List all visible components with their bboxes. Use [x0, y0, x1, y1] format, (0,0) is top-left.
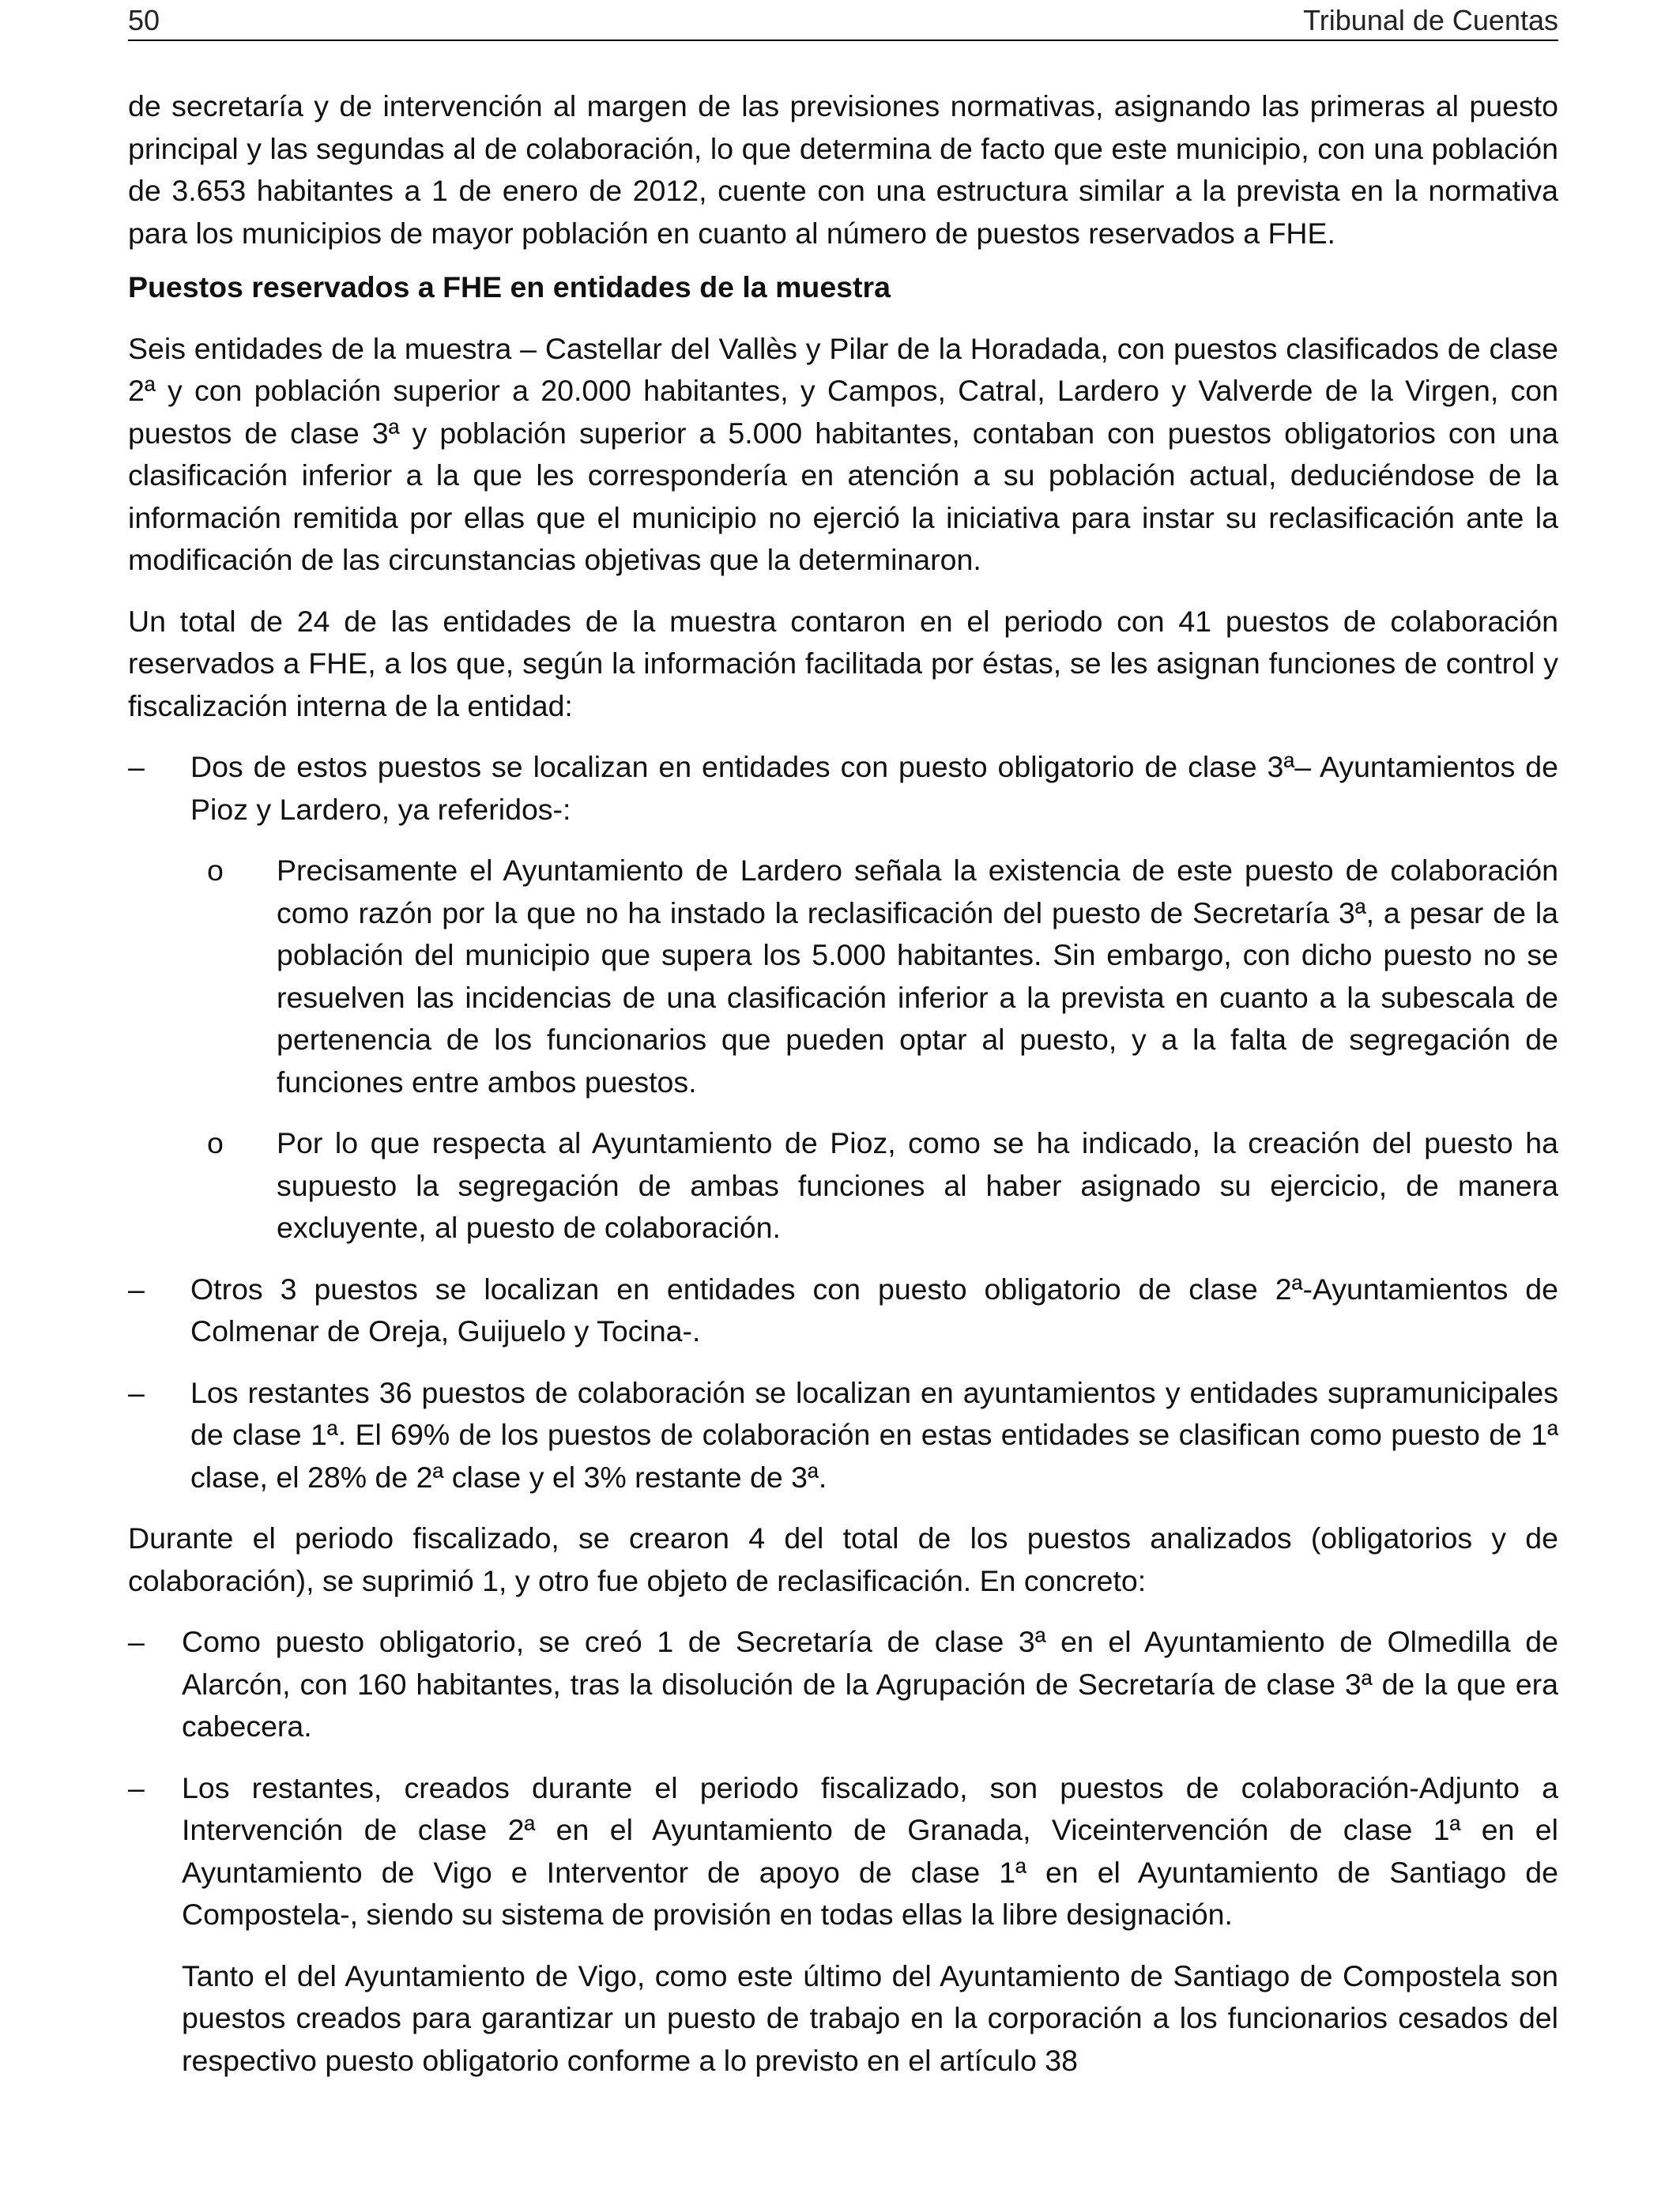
- dash-bullet: –: [128, 1375, 145, 1409]
- list-continuation: [128, 1955, 1558, 2083]
- list-item: [128, 1372, 1558, 1499]
- paragraph: de secretaría y de intervención al margen de las previsiones normativas, asignando las primeras al puesto principal y las segundas al de colaboración, lo que determina de facto que este municipio, con una población de 3.653 habitantes a 1 de enero de 2012, cuente con una estructura similar a la prevista en la normativa para los municipios de mayor población en cuanto al número de puestos reservados a FHE.: [128, 89, 1558, 250]
- paragraph: Durante el periodo fiscalizado, se crearon 4 del total de los puestos analizados (obligatorios y de colaboración), se suprimió 1, y otro fue objeto de reclasificación. En concreto:: [128, 1521, 1558, 1597]
- list-item-text: Dos de estos puestos se localizan en entidades con puesto obligatorio de clase 3ª– Ayuntamientos de Pioz y Lardero, ya referidos-:: [190, 750, 1558, 826]
- list-item-text: Los restantes, creados durante el periodo fiscalizado, son puestos de colaboración-Adjunto a Intervención de clase 2ª en el Ayuntamiento de Granada, Viceintervención de clase 1ª en el Ayuntamiento de Vigo e Interventor de apoyo de clase 1ª en el Ayuntamiento de Santiago de Compostela-, siendo su sistema de provisión en todas ellas la libre designación.: [182, 1770, 1558, 1931]
- page-header: [128, 0, 1558, 41]
- page-body: [128, 85, 1558, 2082]
- list-item-text: Los restantes 36 puestos de colaboración se localizan en ayuntamientos y entidades supramunicipales de clase 1ª. El 69% de los puestos de colaboración en estas entidades se clasifican como puesto de 1ª clase, el 28% de 2ª clase y el 3% restante de 3ª.: [190, 1375, 1558, 1494]
- header-title: Tribunal de Cuentas: [1303, 4, 1558, 36]
- list-item: [128, 1621, 1558, 1748]
- list-item-text: Como puesto obligatorio, se creó 1 de Secretaría de clase 3ª en el Ayuntamiento de Olmedilla de Alarcón, con 160 habitantes, tras la disolución de la Agrupación de Secretaría de clase 3ª de la que era cabecera.: [182, 1625, 1558, 1743]
- dash-bullet: –: [128, 1625, 145, 1658]
- sub-list-item: [128, 850, 1558, 1103]
- list-item: [128, 1767, 1558, 1936]
- list-item-text: Otros 3 puestos se localizan en entidades con puesto obligatorio de clase 2ª-Ayuntamientos de Colmenar de Oreja, Guijuelo y Tocina-.: [190, 1272, 1558, 1348]
- paragraph: Un total de 24 de las entidades de la muestra contaron en el periodo con 41 puestos de colaboración reservados a FHE, a los que, según la información facilitada por éstas, se les asignan funciones de control y fiscalización interna de la entidad:: [128, 604, 1558, 722]
- page-number: 50: [128, 4, 160, 36]
- dash-bullet: –: [128, 1770, 145, 1804]
- sub-list-item: [128, 1122, 1558, 1250]
- dash-bullet: –: [128, 750, 145, 783]
- list-item-text: Por lo que respecta al Ayuntamiento de Pioz, como se ha indicado, la creación del puesto ha supuesto la segregación de ambas funciones al haber asignado su ejercicio, de manera excluyente, al puesto de colaboración.: [277, 1126, 1558, 1244]
- list-continuation-text: Tanto el del Ayuntamiento de Vigo, como este último del Ayuntamiento de Santiago de Compostela son puestos creados para garantizar un puesto de trabajo en la corporación a los funcionarios cesados del respectivo puesto obligatorio conforme a lo previsto en el artículo 38: [182, 1958, 1558, 2077]
- paragraph: Seis entidades de la muestra – Castellar del Vallès y Pilar de la Horadada, con puestos clasificados de clase 2ª y con población superior a 20.000 habitantes, y Campos, Catral, Lardero y Valverde de la Virgen, con puestos de clase 3ª y población superior a 5.000 habitantes, contaban con puestos obligatorios con una clasificación inferior a la que les correspondería en atención a su población actual, deduciéndose de la información remitida por ellas que el municipio no ejerció la iniciativa para instar su reclasificación ante la modificación de las circunstancias objetivas que la determinaron.: [128, 331, 1558, 576]
- list-item: [128, 746, 1558, 831]
- dash-bullet: –: [128, 1272, 145, 1306]
- document-page: [128, 0, 1558, 2077]
- list-item: [128, 1269, 1558, 1353]
- list-item-text: Precisamente el Ayuntamiento de Lardero señala la existencia de este puesto de colaboración como razón por la que no ha instado la reclasificación del puesto de Secretaría 3ª, a pesar de la población del municipio que supera los 5.000 habitantes. Sin embargo, con dicho puesto no se resuelven las incidencias de una clasificación inferior a la prevista en cuanto a la subescala de pertenencia de los funcionarios que pueden optar al puesto, y a la falta de segregación de funciones entre ambos puestos.: [277, 854, 1558, 1099]
- section-heading: Puestos reservados a FHE en entidades de la muestra: [128, 270, 891, 303]
- circle-bullet: o: [207, 1126, 224, 1159]
- circle-bullet: o: [207, 854, 224, 887]
